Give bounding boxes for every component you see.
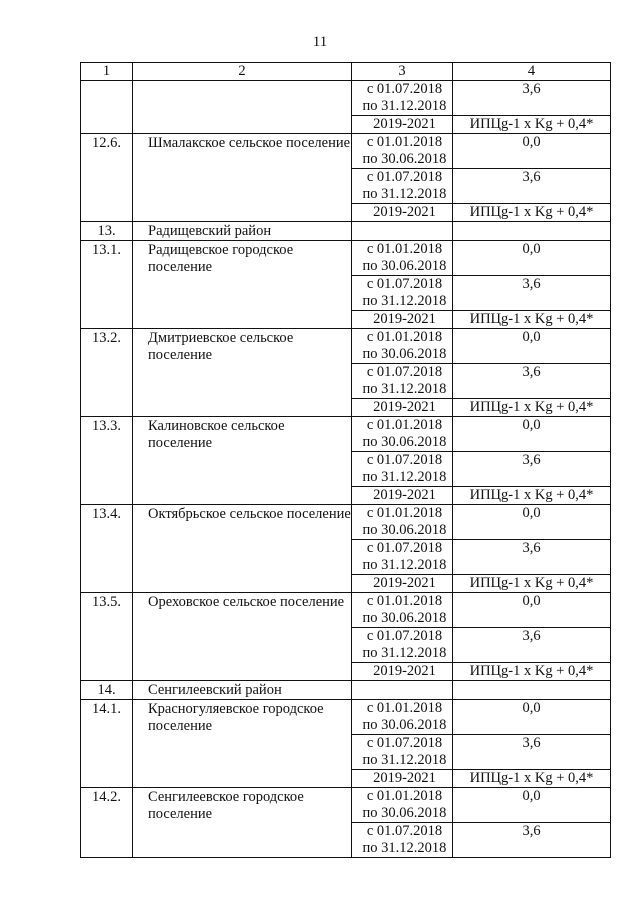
period-cell [352,204,453,222]
value-cell: ИПЦg-1 x Kg + 0,4* [453,116,611,134]
period-cell [352,241,453,276]
period-text: по 30.06.2018 [362,434,447,450]
value-cell: ИПЦg-1 x Kg + 0,4* [453,487,611,505]
period-cell [352,81,453,116]
value-cell: 0,0 [453,241,611,276]
value-cell [453,681,611,700]
column-header: 3 [352,63,453,81]
value-cell: 3,6 [453,735,611,770]
period-text: с 01.01.2018 [366,700,443,716]
period-cell [352,169,453,204]
period-cell [352,399,453,417]
table-row [81,700,611,735]
number-cell: 14. [81,681,133,700]
value-cell: 0,0 [453,700,611,735]
period-text: с 01.01.2018 [366,134,443,150]
period-text: с 01.01.2018 [366,329,443,345]
period-text: по 30.06.2018 [362,151,447,167]
period-cell [352,311,453,329]
period-text: 2019-2021 [373,116,436,132]
period-text: с 01.01.2018 [366,788,443,804]
period-text: 2019-2021 [373,204,436,220]
value-cell: ИПЦg-1 x Kg + 0,4* [453,399,611,417]
period-cell [352,663,453,681]
period-text: по 30.06.2018 [362,717,447,733]
tariff-table [80,62,611,858]
period-cell [352,788,453,823]
period-cell [352,329,453,364]
settlement-name: Октябрьское сельское поселение [133,505,352,593]
period-cell [352,452,453,487]
column-header: 4 [453,63,611,81]
value-cell: 0,0 [453,505,611,540]
period-text: по 30.06.2018 [362,610,447,626]
period-text: 2019-2021 [373,487,436,503]
table-row [81,329,611,364]
period-cell [352,823,453,858]
period-text: с 01.07.2018 [366,452,443,468]
number-cell: 13.3. [81,417,133,505]
period-text: с 01.07.2018 [366,276,443,292]
table-row [81,241,611,276]
district-row [81,222,611,241]
period-text: по 31.12.2018 [362,293,447,309]
value-cell: 0,0 [453,788,611,823]
table-row [81,81,611,116]
period-text: по 31.12.2018 [362,98,447,114]
period-text: с 01.07.2018 [366,735,443,751]
value-cell: 0,0 [453,417,611,452]
settlement-name: Радищевское городское поселение [133,241,352,329]
value-cell: 3,6 [453,540,611,575]
period-text: с 01.07.2018 [366,823,443,839]
period-text: 2019-2021 [373,575,436,591]
district-name: Радищевский район [133,222,352,241]
number-cell: 13.5. [81,593,133,681]
table-header-row [81,63,611,81]
period-text: по 30.06.2018 [362,805,447,821]
period-text: по 31.12.2018 [362,557,447,573]
settlement-name: Сенгилеевское городское поселение [133,788,352,858]
value-cell: 3,6 [453,169,611,204]
table-row [81,417,611,452]
value-cell: 3,6 [453,628,611,663]
value-cell: ИПЦg-1 x Kg + 0,4* [453,770,611,788]
period-text: с 01.01.2018 [366,505,443,521]
period-cell [352,505,453,540]
value-cell: 3,6 [453,823,611,858]
period-text: 2019-2021 [373,399,436,415]
period-cell [352,134,453,169]
value-cell: 3,6 [453,81,611,116]
period-text: по 30.06.2018 [362,522,447,538]
period-text: с 01.07.2018 [366,81,443,97]
period-text: с 01.07.2018 [366,628,443,644]
number-cell: 14.2. [81,788,133,858]
period-text: с 01.07.2018 [366,364,443,380]
period-text: по 31.12.2018 [362,840,447,856]
number-cell [81,81,133,134]
period-cell [352,735,453,770]
name-cell [133,81,352,134]
column-header: 2 [133,63,352,81]
value-cell: ИПЦg-1 x Kg + 0,4* [453,663,611,681]
period-cell [352,593,453,628]
number-cell: 13.1. [81,241,133,329]
value-cell: 3,6 [453,276,611,311]
settlement-name: Шмалакское сельское поселение [133,134,352,222]
period-text: по 30.06.2018 [362,258,447,274]
period-text: 2019-2021 [373,663,436,679]
table-row [81,593,611,628]
district-row [81,681,611,700]
number-cell: 13. [81,222,133,241]
district-name: Сенгилеевский район [133,681,352,700]
period-text: с 01.07.2018 [366,540,443,556]
value-cell: 0,0 [453,134,611,169]
settlement-name: Красногуляевское городское поселение [133,700,352,788]
period-text: по 31.12.2018 [362,752,447,768]
value-cell: ИПЦg-1 x Kg + 0,4* [453,204,611,222]
value-cell: ИПЦg-1 x Kg + 0,4* [453,575,611,593]
page-number: 11 [312,34,328,50]
period-cell [352,700,453,735]
period-cell [352,487,453,505]
number-cell: 14.1. [81,700,133,788]
number-cell: 12.6. [81,134,133,222]
number-cell: 13.2. [81,329,133,417]
period-cell [352,276,453,311]
period-text: с 01.01.2018 [366,241,443,257]
period-cell [352,116,453,134]
period-cell [352,575,453,593]
period-text: 2019-2021 [373,311,436,327]
period-text: по 31.12.2018 [362,186,447,202]
period-text: по 31.12.2018 [362,381,447,397]
period-text: по 31.12.2018 [362,469,447,485]
period-cell [352,540,453,575]
period-cell [352,681,453,700]
period-text: 2019-2021 [373,770,436,786]
period-cell [352,628,453,663]
period-text: с 01.01.2018 [366,593,443,609]
column-header: 1 [81,63,133,81]
table-row [81,788,611,823]
table-row [81,505,611,540]
value-cell: 0,0 [453,593,611,628]
value-cell: 0,0 [453,329,611,364]
value-cell: ИПЦg-1 x Kg + 0,4* [453,311,611,329]
period-cell [352,770,453,788]
settlement-name: Дмитриевское сельское поселение [133,329,352,417]
period-text: по 31.12.2018 [362,645,447,661]
value-cell: 3,6 [453,364,611,399]
settlement-name: Калиновское сельское поселение [133,417,352,505]
period-cell [352,364,453,399]
settlement-name: Ореховское сельское поселение [133,593,352,681]
period-text: с 01.01.2018 [366,417,443,433]
table-row [81,134,611,169]
period-text: по 30.06.2018 [362,346,447,362]
period-text: с 01.07.2018 [366,169,443,185]
value-cell: 3,6 [453,452,611,487]
period-cell [352,222,453,241]
number-cell: 13.4. [81,505,133,593]
period-cell [352,417,453,452]
value-cell [453,222,611,241]
